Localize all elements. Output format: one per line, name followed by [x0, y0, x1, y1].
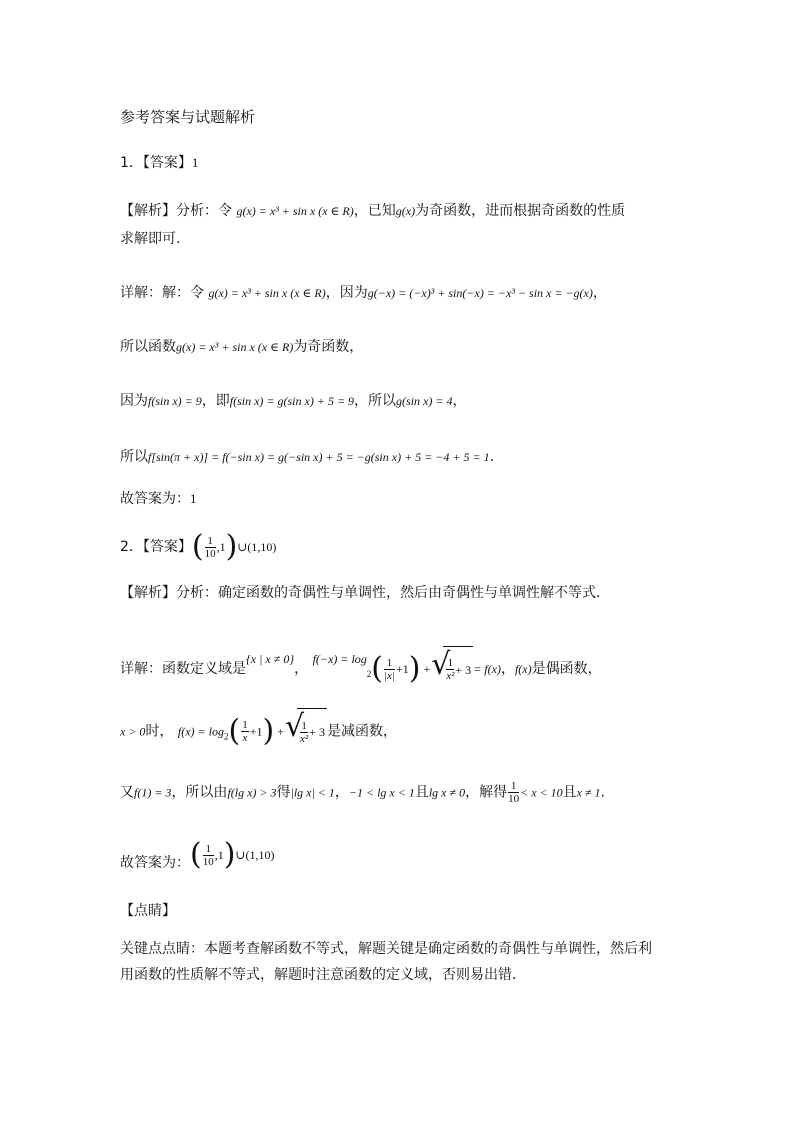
- q2-rparen-2: ): [408, 651, 421, 686]
- q1-period: .: [489, 449, 495, 465]
- q2-and2: 且: [562, 784, 577, 801]
- q1-detail-line-3: [120, 390, 466, 412]
- q2-sqrt-2: [287, 708, 327, 755]
- q1-so: ，所以: [354, 393, 397, 409]
- q2-is-even: 是偶函数，: [531, 661, 602, 677]
- q1-f-sin-9: f(sin x) = 9: [148, 394, 202, 408]
- q2-lgne: lg x ≠ 0: [428, 785, 466, 800]
- q2-plus1: +1: [395, 662, 409, 676]
- q2-answer-line: [120, 529, 277, 564]
- q1-comma-2: ，: [452, 393, 467, 409]
- q2-frac-x2-b: x²: [299, 732, 309, 745]
- q2-analysis-text: 分析：确定函数的奇偶性与单调性，然后由奇偶性与单调性解不等式．: [176, 585, 610, 601]
- q1-f-sin-eq: f(sin x) = g(sin x) + 5 = 9: [229, 394, 355, 408]
- q2-ans-frac-num: 1: [205, 535, 216, 548]
- q2-domain: {x | x ≠ 0}: [246, 652, 295, 666]
- q2-lparen-2: (: [371, 651, 383, 686]
- q2-get: 得: [276, 784, 291, 801]
- q1-conclusion: [120, 488, 197, 510]
- q2-solve: ，解得: [465, 784, 508, 801]
- q2-conclusion-union: ∪(1,10): [235, 848, 275, 862]
- q2-frac-one: 1: [384, 657, 395, 670]
- q2-frac-1-10: [508, 780, 519, 805]
- q2-comment-line-1: 关键点点睛：本题考查解函数不等式，解题关键是确定函数的奇偶性与单调性，然后利: [120, 941, 652, 957]
- q1-header: 1．【答案】: [120, 155, 192, 171]
- q1-analysis-text-a: 分析：令: [176, 203, 232, 219]
- q2-fx: f(x): [514, 662, 532, 676]
- q1-conclusion-value: 1: [190, 491, 197, 506]
- q1-detail-line-4: [120, 446, 494, 468]
- q1-analysis-label: 【解析】: [120, 203, 176, 219]
- q2-ans-frac: [205, 535, 216, 560]
- q2-analysis-label: 【解析】: [120, 585, 176, 601]
- q1-is-odd: 为奇函数，: [293, 339, 364, 355]
- q1-analysis-text-b: ，已知: [353, 203, 396, 219]
- q2-frac-one-4: √ 1: [301, 719, 307, 732]
- q2-frac-x2: x²: [446, 670, 455, 682]
- q2-conclusion: [120, 837, 275, 878]
- page-title: 参考答案与试题解析: [120, 108, 256, 126]
- q2-comma-3: ，: [334, 784, 349, 801]
- q1-detail-b: ，因为: [325, 285, 368, 301]
- q2-plus3-2: + 3: [309, 725, 325, 739]
- q2-base-2: 2: [223, 731, 229, 742]
- q2-sqrt-1: [433, 646, 473, 693]
- q2-when: 时，: [145, 723, 174, 740]
- q2-comma-1: ，: [294, 661, 309, 677]
- q2-detail-line-3: [120, 780, 605, 805]
- q2-so-from: ，所以由: [171, 784, 228, 801]
- q2-conclusion-frac-num: 1: [203, 843, 214, 856]
- q2-detail-line-1: [120, 636, 602, 697]
- q2-rparen-3: ): [262, 713, 275, 749]
- q2-frac-one-3: 1: [242, 719, 248, 731]
- q1-g-def: g(x) = x³ + sin x (x ∈ R): [236, 204, 354, 218]
- q1-answer: 1: [191, 155, 199, 170]
- q2-rparen: ): [225, 529, 238, 564]
- q2-lparen-3: (: [228, 713, 241, 749]
- q2-again: 又: [120, 784, 134, 801]
- q2-eq-fx: = f(x): [473, 662, 501, 676]
- q2-xne1: x ≠ 1: [576, 785, 601, 800]
- q2-f1: f(1) = 3: [134, 785, 172, 800]
- q2-frac-absx: |x|: [384, 669, 395, 682]
- q2-range2-tail: < x < 10: [520, 785, 563, 800]
- q2-abslg: |lg x| < 1: [290, 785, 335, 800]
- q2-frac-1-absx: [384, 657, 395, 682]
- q1-detail-line-1: [120, 282, 607, 304]
- q2-frac-1-x2-b: [300, 720, 308, 745]
- q2-range: −1 < lg x < 1: [348, 785, 415, 800]
- q1-because: 因为: [120, 393, 148, 409]
- q1-comma: ，: [592, 285, 607, 301]
- q1-detail-a: 详解：解：令: [120, 285, 204, 301]
- q2-plus-2: +: [274, 724, 287, 739]
- q2-ans-frac-den: 10: [204, 547, 216, 560]
- q1-g-x: g(x): [395, 204, 416, 218]
- q2-flg: f(lg x) > 3: [227, 785, 277, 800]
- q2-detail-line-2: [120, 708, 397, 759]
- q2-conclusion-tail: ,1: [214, 848, 224, 862]
- q1-analysis-line-2: 求解即可.: [120, 231, 181, 247]
- q1-analysis-text-c: 为奇函数，进而根据奇函数的性质: [415, 203, 626, 219]
- q2-frac-1-10-den: 10: [508, 793, 520, 805]
- q2-period: .: [600, 784, 605, 801]
- q2-is-dec: 是减函数，: [326, 723, 397, 740]
- q2-conclusion-label: 故答案为：: [120, 855, 190, 871]
- q2-rparen-4: ): [223, 837, 236, 872]
- q2-and: 且: [414, 784, 429, 801]
- q2-comment-label: 【点睛】: [120, 903, 176, 919]
- q2-analysis-line: [120, 582, 610, 604]
- q1-detail-line-2: [120, 336, 363, 358]
- q2-comma-2: ，: [500, 661, 515, 677]
- q1-so-func: 所以函数: [120, 339, 176, 355]
- q2-header: 2．【答案】: [120, 539, 192, 555]
- q1-answer-line: [120, 152, 198, 174]
- q2-xgt0: x > 0: [120, 724, 146, 739]
- q2-frac-1-10-num: 1: [508, 780, 519, 793]
- q2-plus1-2: +1: [249, 724, 263, 739]
- q2-ans-union: ∪(1,10): [237, 540, 277, 554]
- q2-lparen: (: [191, 529, 204, 564]
- q2-ans-tail: ,1: [216, 540, 226, 554]
- q1-final-eq: f[sin(π + x)] = f(−sin x) = g(−sin x) + 5 = −g(sin x) + 5 = −4 + 5 = 1: [148, 450, 490, 464]
- q1-so2: 所以: [120, 449, 148, 465]
- q2-conclusion-frac-den: 10: [202, 855, 214, 868]
- q2-detail-a: 详解：函数定义域是: [120, 661, 246, 677]
- q1-ie: ，即: [201, 393, 230, 409]
- q1-analysis-line: [120, 200, 625, 222]
- q2-comment-line-2: 用函数的性质解不等式，解题时注意函数的定义域，否则易出错．: [120, 967, 526, 983]
- q2-sqrt-2-radicand: [297, 708, 327, 755]
- q2-frac-x: x: [242, 732, 248, 744]
- q2-frac-1-x: [241, 719, 249, 744]
- q1-g-neg: g(−x) = (−x)³ + sin(−x) = −x³ − sin x = −g(x): [367, 286, 593, 300]
- q2-lparen-4: (: [190, 837, 202, 872]
- q2-fx-lhs: f(x) = log: [177, 724, 224, 739]
- q1-g-def-3: g(x) = x³ + sin x (x ∈ R): [176, 340, 294, 354]
- q1-g-sin-4: g(sin x) = 4: [396, 394, 453, 408]
- q2-plus: +: [420, 662, 434, 676]
- q2-frac-one-2: √ 1: [447, 657, 454, 669]
- q1-conclusion-label: 故答案为：: [120, 491, 190, 507]
- q2-sqrt-1-radicand: [443, 646, 473, 693]
- q2-base: 2: [366, 668, 372, 679]
- q1-g-def-2: g(x) = x³ + sin x (x ∈ R): [208, 286, 326, 300]
- q2-frac-1-x2: [446, 657, 454, 682]
- q2-plus3: + 3: [455, 662, 472, 677]
- q2-f-neg-lhs: f(−x) = log: [312, 652, 367, 666]
- q2-conclusion-frac: [203, 843, 214, 868]
